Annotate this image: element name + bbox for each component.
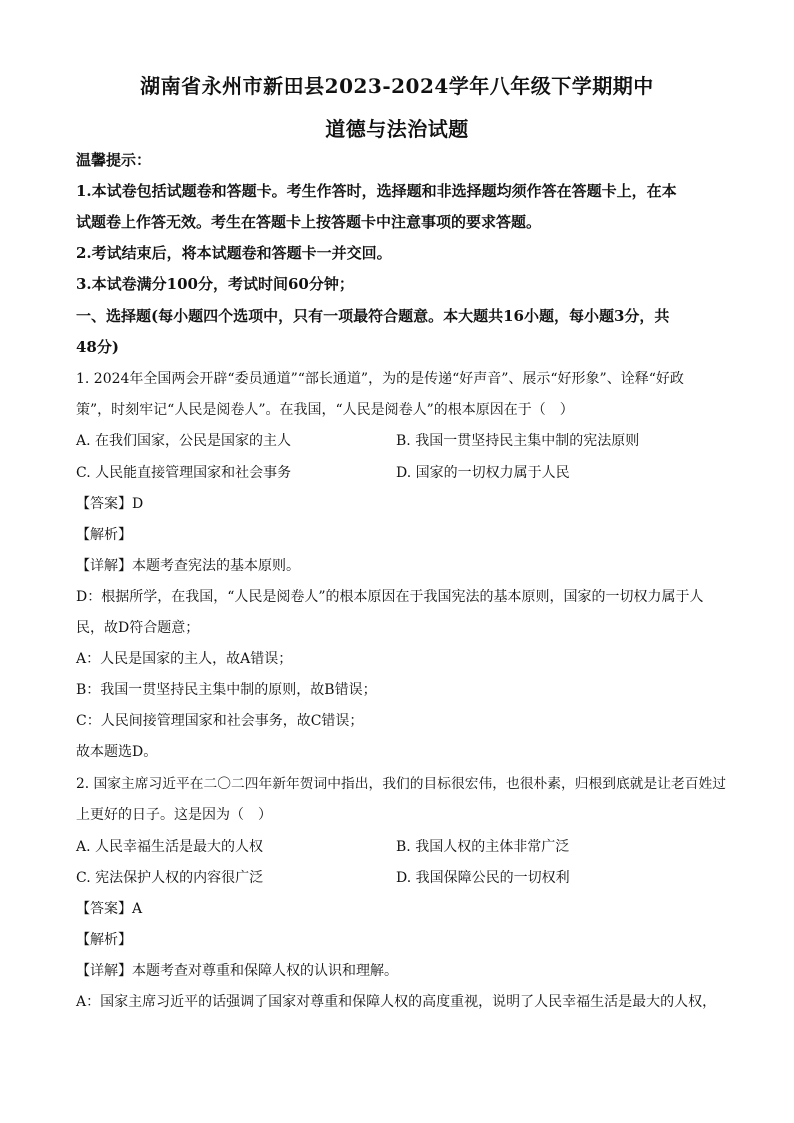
q2-explain-a: A：国家主席习近平的话强调了国家对尊重和保障人权的高度重视，说明了人民幸福生活是最大的人权， (76, 994, 717, 1010)
notice-item-2: 2.考试结束后，将本试题卷和答题卡一并交回。 (76, 244, 392, 262)
q1-stem-line-1: 1. 2024年全国两会开辟“委员通道”“部长通道”，为的是传递“好声音”、展示“好形象”、诠释“好政 (76, 371, 684, 387)
q2-stem-line-2: 上更好的日子。这是因为（ ） (76, 807, 272, 823)
q1-explain-d-line-2: 民，故D符合题意； (76, 620, 200, 636)
notice-item-1-line-2: 试题卷上作答无效。考生在答题卡上按答题卡中注意事项的要求答题。 (76, 213, 542, 231)
q2-analysis-label: 【解析】 (76, 932, 132, 948)
q1-conclusion: 故本题选D。 (76, 744, 158, 760)
q2-option-d: D. 我国保障公民的一切权利 (396, 870, 570, 886)
q2-answer: 【答案】A (76, 901, 143, 917)
section-1-heading-line-1: 一、选择题(每小题四个选项中，只有一项最符合题意。本大题共16小题，每小题3分，共 (76, 307, 670, 325)
q1-option-d: D. 国家的一切权力属于人民 (396, 465, 570, 481)
q1-option-a: A. 在我们国家，公民是国家的主人 (76, 433, 292, 449)
exam-subject-title: 道德与法治试题 (325, 117, 469, 141)
q2-option-b: B. 我国人权的主体非常广泛 (396, 839, 570, 855)
q1-explain-a: A：人民是国家的主人，故A错误； (76, 651, 293, 667)
q1-option-c: C. 人民能直接管理国家和社会事务 (76, 465, 292, 481)
q2-stem-line-1: 2. 国家主席习近平在二〇二四年新年贺词中指出，我们的目标很宏伟，也很朴素，归根到底就是让老百姓过 (76, 776, 726, 792)
q1-option-b: B. 我国一贯坚持民主集中制的宪法原则 (396, 433, 640, 449)
q1-explain-c: C：人民间接管理国家和社会事务，故C错误； (76, 713, 364, 729)
exam-title: 湖南省永州市新田县2023-2024学年八年级下学期期中 (140, 74, 654, 98)
section-1-heading-line-2: 48分) (76, 338, 119, 356)
q1-explain-b: B：我国一贯坚持民主集中制的原则，故B错误； (76, 682, 377, 698)
q1-explain-d-line-1: D：根据所学，在我国，“人民是阅卷人”的根本原因在于我国宪法的基本原则，国家的一切权力属于人 (76, 589, 704, 605)
q1-stem-line-2: 策”，时刻牢记“人民是阅卷人”。在我国，“人民是阅卷人”的根本原因在于（ ） (76, 402, 574, 418)
q2-detail: 【详解】本题考查对尊重和保障人权的认识和理解。 (76, 963, 398, 979)
q1-analysis-label: 【解析】 (76, 527, 132, 543)
notice-item-3: 3.本试卷满分100分，考试时间60分钟； (76, 275, 354, 293)
q1-detail: 【详解】本题考查宪法的基本原则。 (76, 558, 300, 574)
notice-heading: 温馨提示： (76, 151, 152, 169)
notice-item-1-line-1: 1.本试卷包括试题卷和答题卡。考生作答时，选择题和非选择题均须作答在答题卡上，在本 (76, 182, 677, 200)
q1-answer: 【答案】D (76, 496, 144, 512)
q2-option-c: C. 宪法保护人权的内容很广泛 (76, 870, 264, 886)
q2-option-a: A. 人民幸福生活是最大的人权 (76, 839, 264, 855)
